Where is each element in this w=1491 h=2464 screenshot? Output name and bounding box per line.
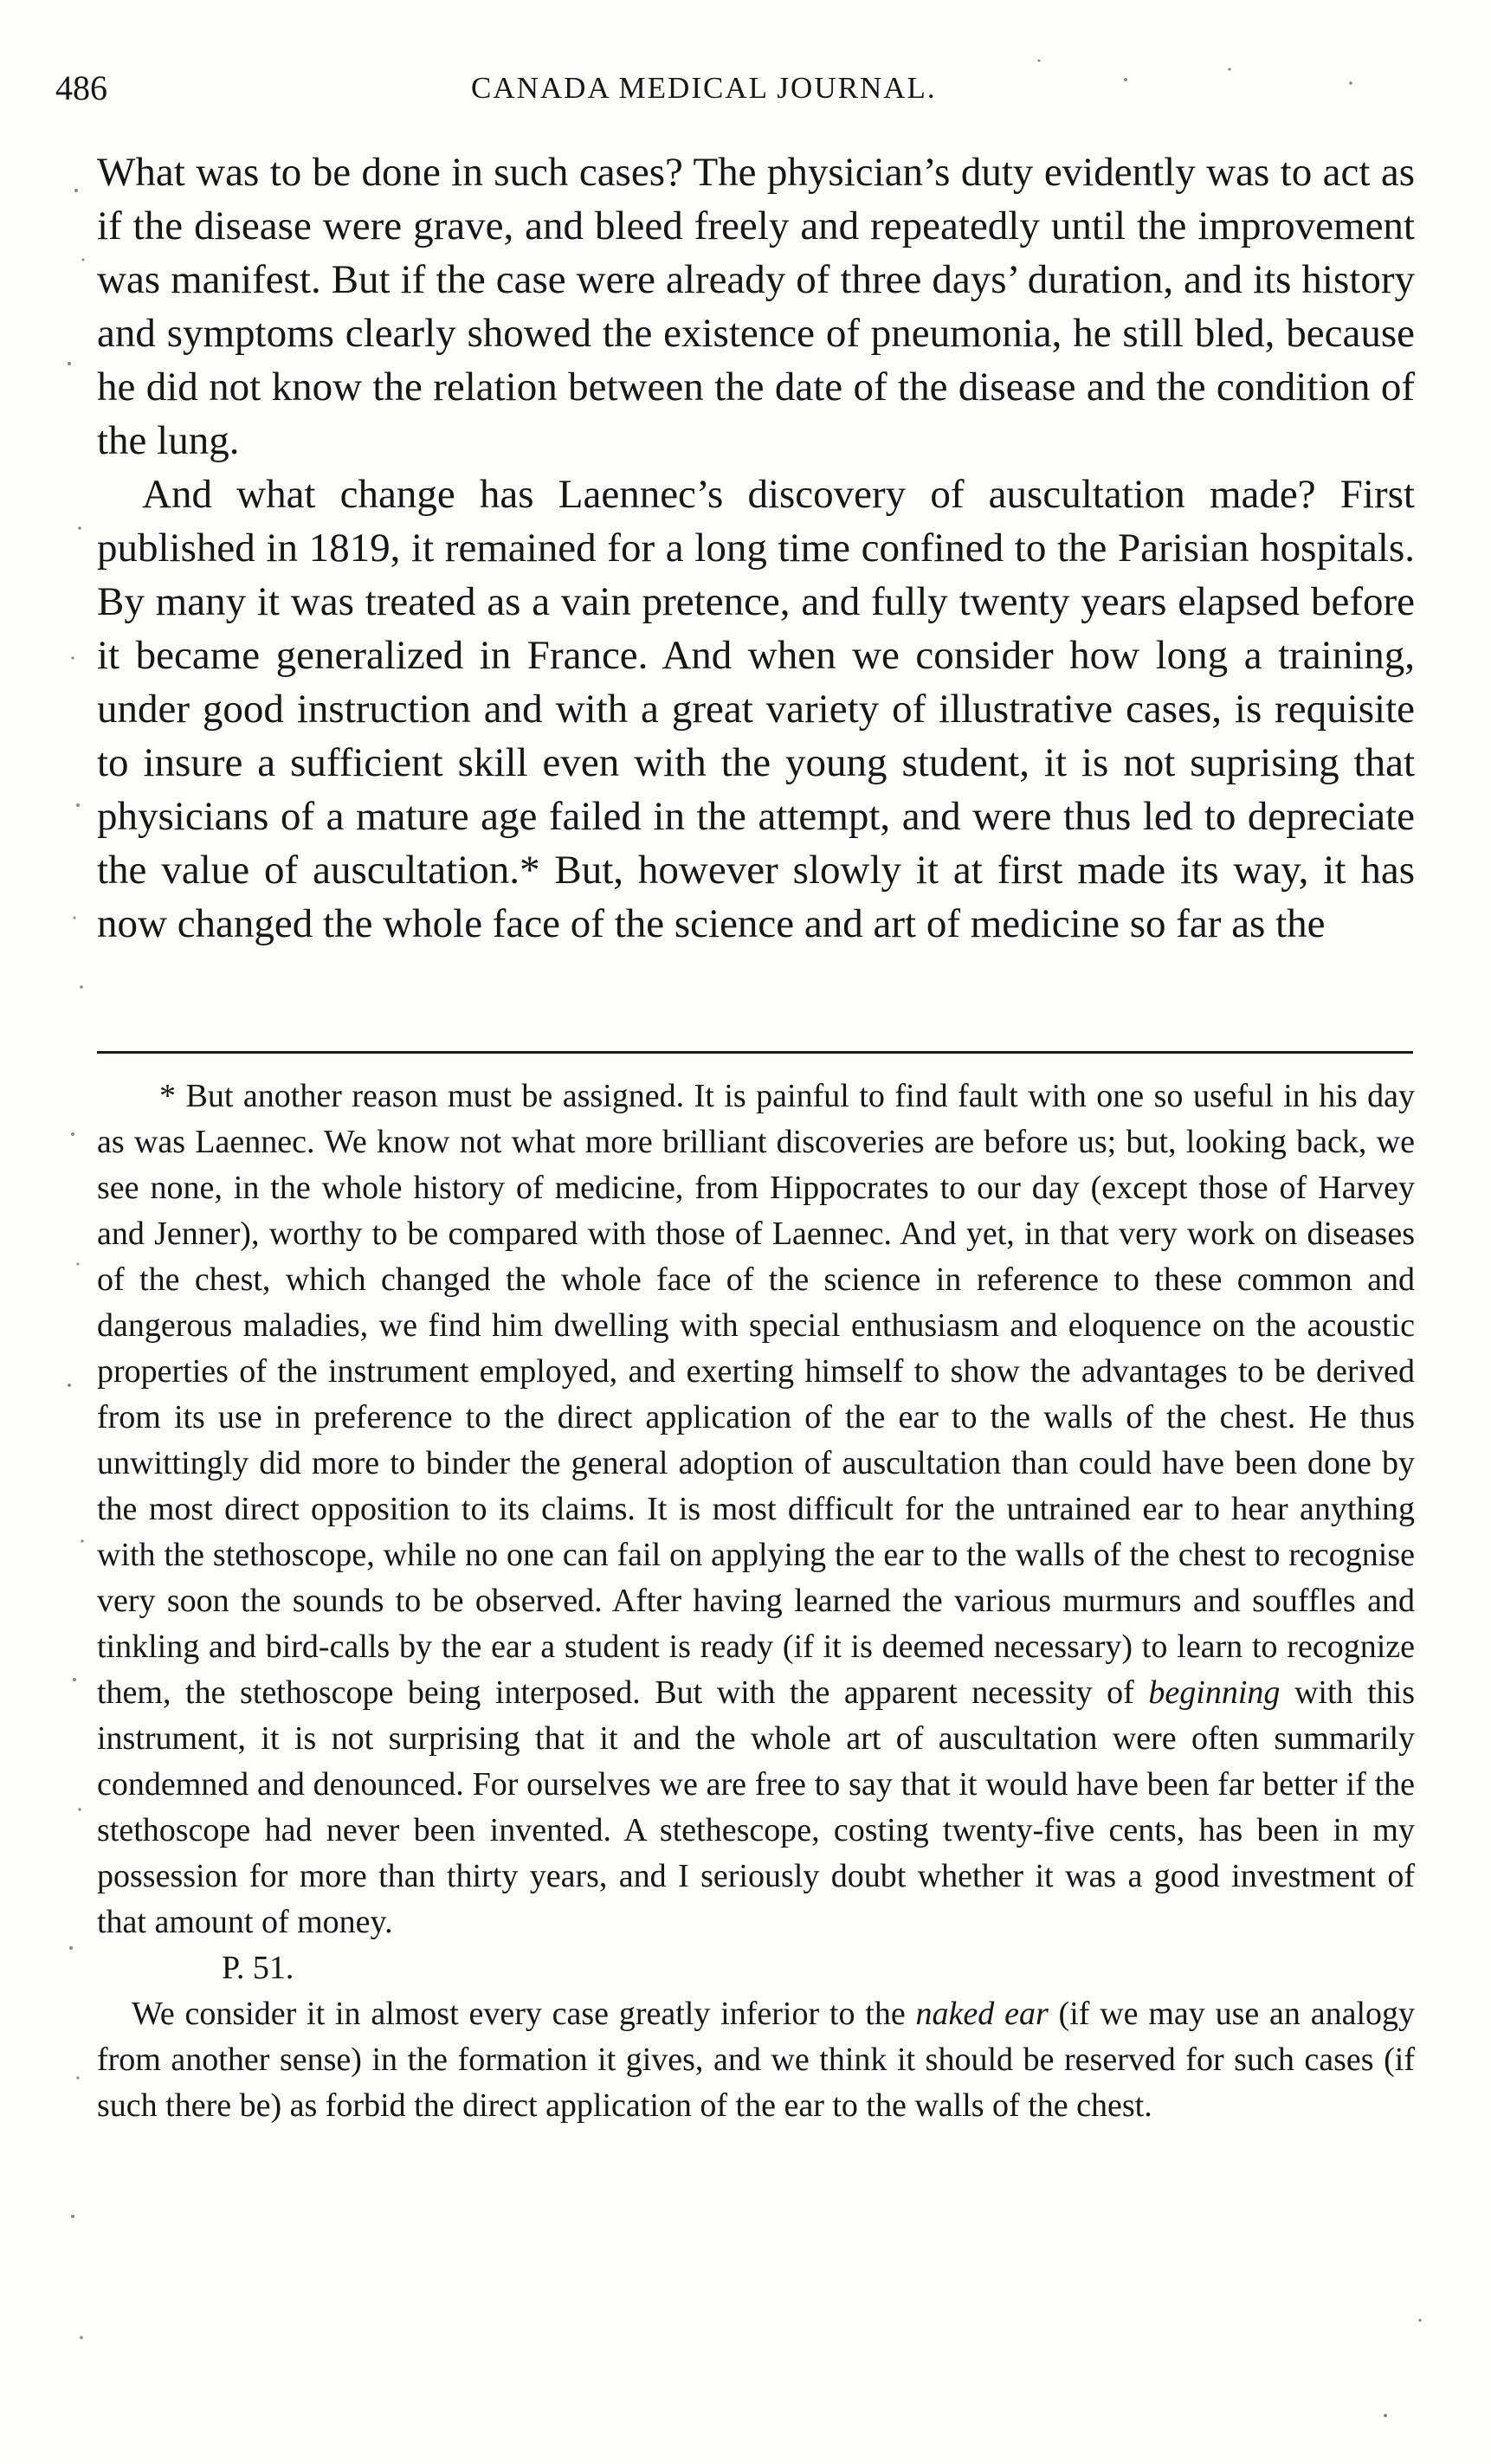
footnote-block [97,1074,1415,2129]
quoted-passage [97,1991,1415,2129]
paragraph: And what change has Laennec’s discovery of auscultation made? First published in 1819, it remained for a long time confined to the Parisian hospitals. By many it was treated as a vain pretence, and fully twenty years elapsed before it became generalized in France. And when we consider how long a training, under good instruction and with a great variety of illustrative cases, is requisite to insure a sufficient skill even with the young student, it is not suprising that physicians of a mature age failed in the attempt, and were thus led to depreciate the value of auscultation.* But, however slowly it at first made its way, it has now changed the whole face of the science and art of medicine so far as the [97,472,1415,946]
footnote-divider [97,1051,1413,1054]
footnote-marker: * [159,1078,176,1114]
footnote-emphasis: beginning [1148,1674,1281,1711]
running-head: CANADA MEDICAL JOURNAL. [471,71,937,105]
quote-start: We consider it in almost every case greatly inferior to the [132,1996,906,2032]
quote-end: (if we may use an analogy from another sense) in the formation it gives, and we think it should be reserved for such cases (if such there be) as forbid the direct application of the ear to the walls of the chest. [97,1996,1416,2124]
page-number: 486 [55,68,107,107]
paragraph: What was to be done in such cases? The physician’s duty evidently was to act as if the disease were grave, and bleed freely and repeatedly until the improvement was manifest. But if the case were already of three days’ duration, and its history and symptoms clearly showed the existence of pneumonia, he still bled, because he did not know the relation between the date of the disease and the condition of the lung. [97,150,1415,463]
page-reference-line [97,1945,1415,1991]
footnote-text-continued: with this instrument, it is not surprising that it and the whole art of auscultation were often summarily condemned and denounced. For ourselves we are free to say that it would have been far better if the stethoscope had never been invented. A stethescope, costing twenty-five cents, has been in my possession for more than thirty years, and I seriously doubt whether it was a good investment of that amount of money. [97,1674,1415,1940]
footnote-text: But another reason must be assigned. It is painful to find fault with one so useful in his day as was Laennec. We know not what more brilliant discoveries are before us; but, looking back, we see none, in the whole history of medicine, from Hippocrates to our day (except those of Harvey and Jenner), worthy to be compared with those of Laennec. And yet, in that very work on diseases of the chest, which changed the whole face of the science in reference to these common and dangerous maladies, we find him dwelling with special enthusiasm and eloquence on the acoustic properties of the instrument employed, and exerting himself to show the advantages to be derived from its use in preference to the direct application of the ear to the walls of the chest. He thus unwittingly did more to binder the general adoption of auscultation than could have been done by the most direct opposition to its claims. It is most difficult for the untrained ear to hear anything with the stethoscope, while no one can fail on applying the ear to the walls of the chest to recognise very soon the sounds to be observed. After having learned the various murmurs and souffles and tinkling and bird-calls by the ear a student is ready (if it is deemed necessary) to learn to recognize them, the stethoscope being interposed. But with the apparent necessity of [97,1078,1416,1711]
page-reference: P. 51. [222,1950,294,1986]
quote-emphasis: naked ear [915,1996,1049,2032]
main-text [97,145,1415,951]
page-header [55,59,1406,119]
footnote [97,1074,1415,1945]
